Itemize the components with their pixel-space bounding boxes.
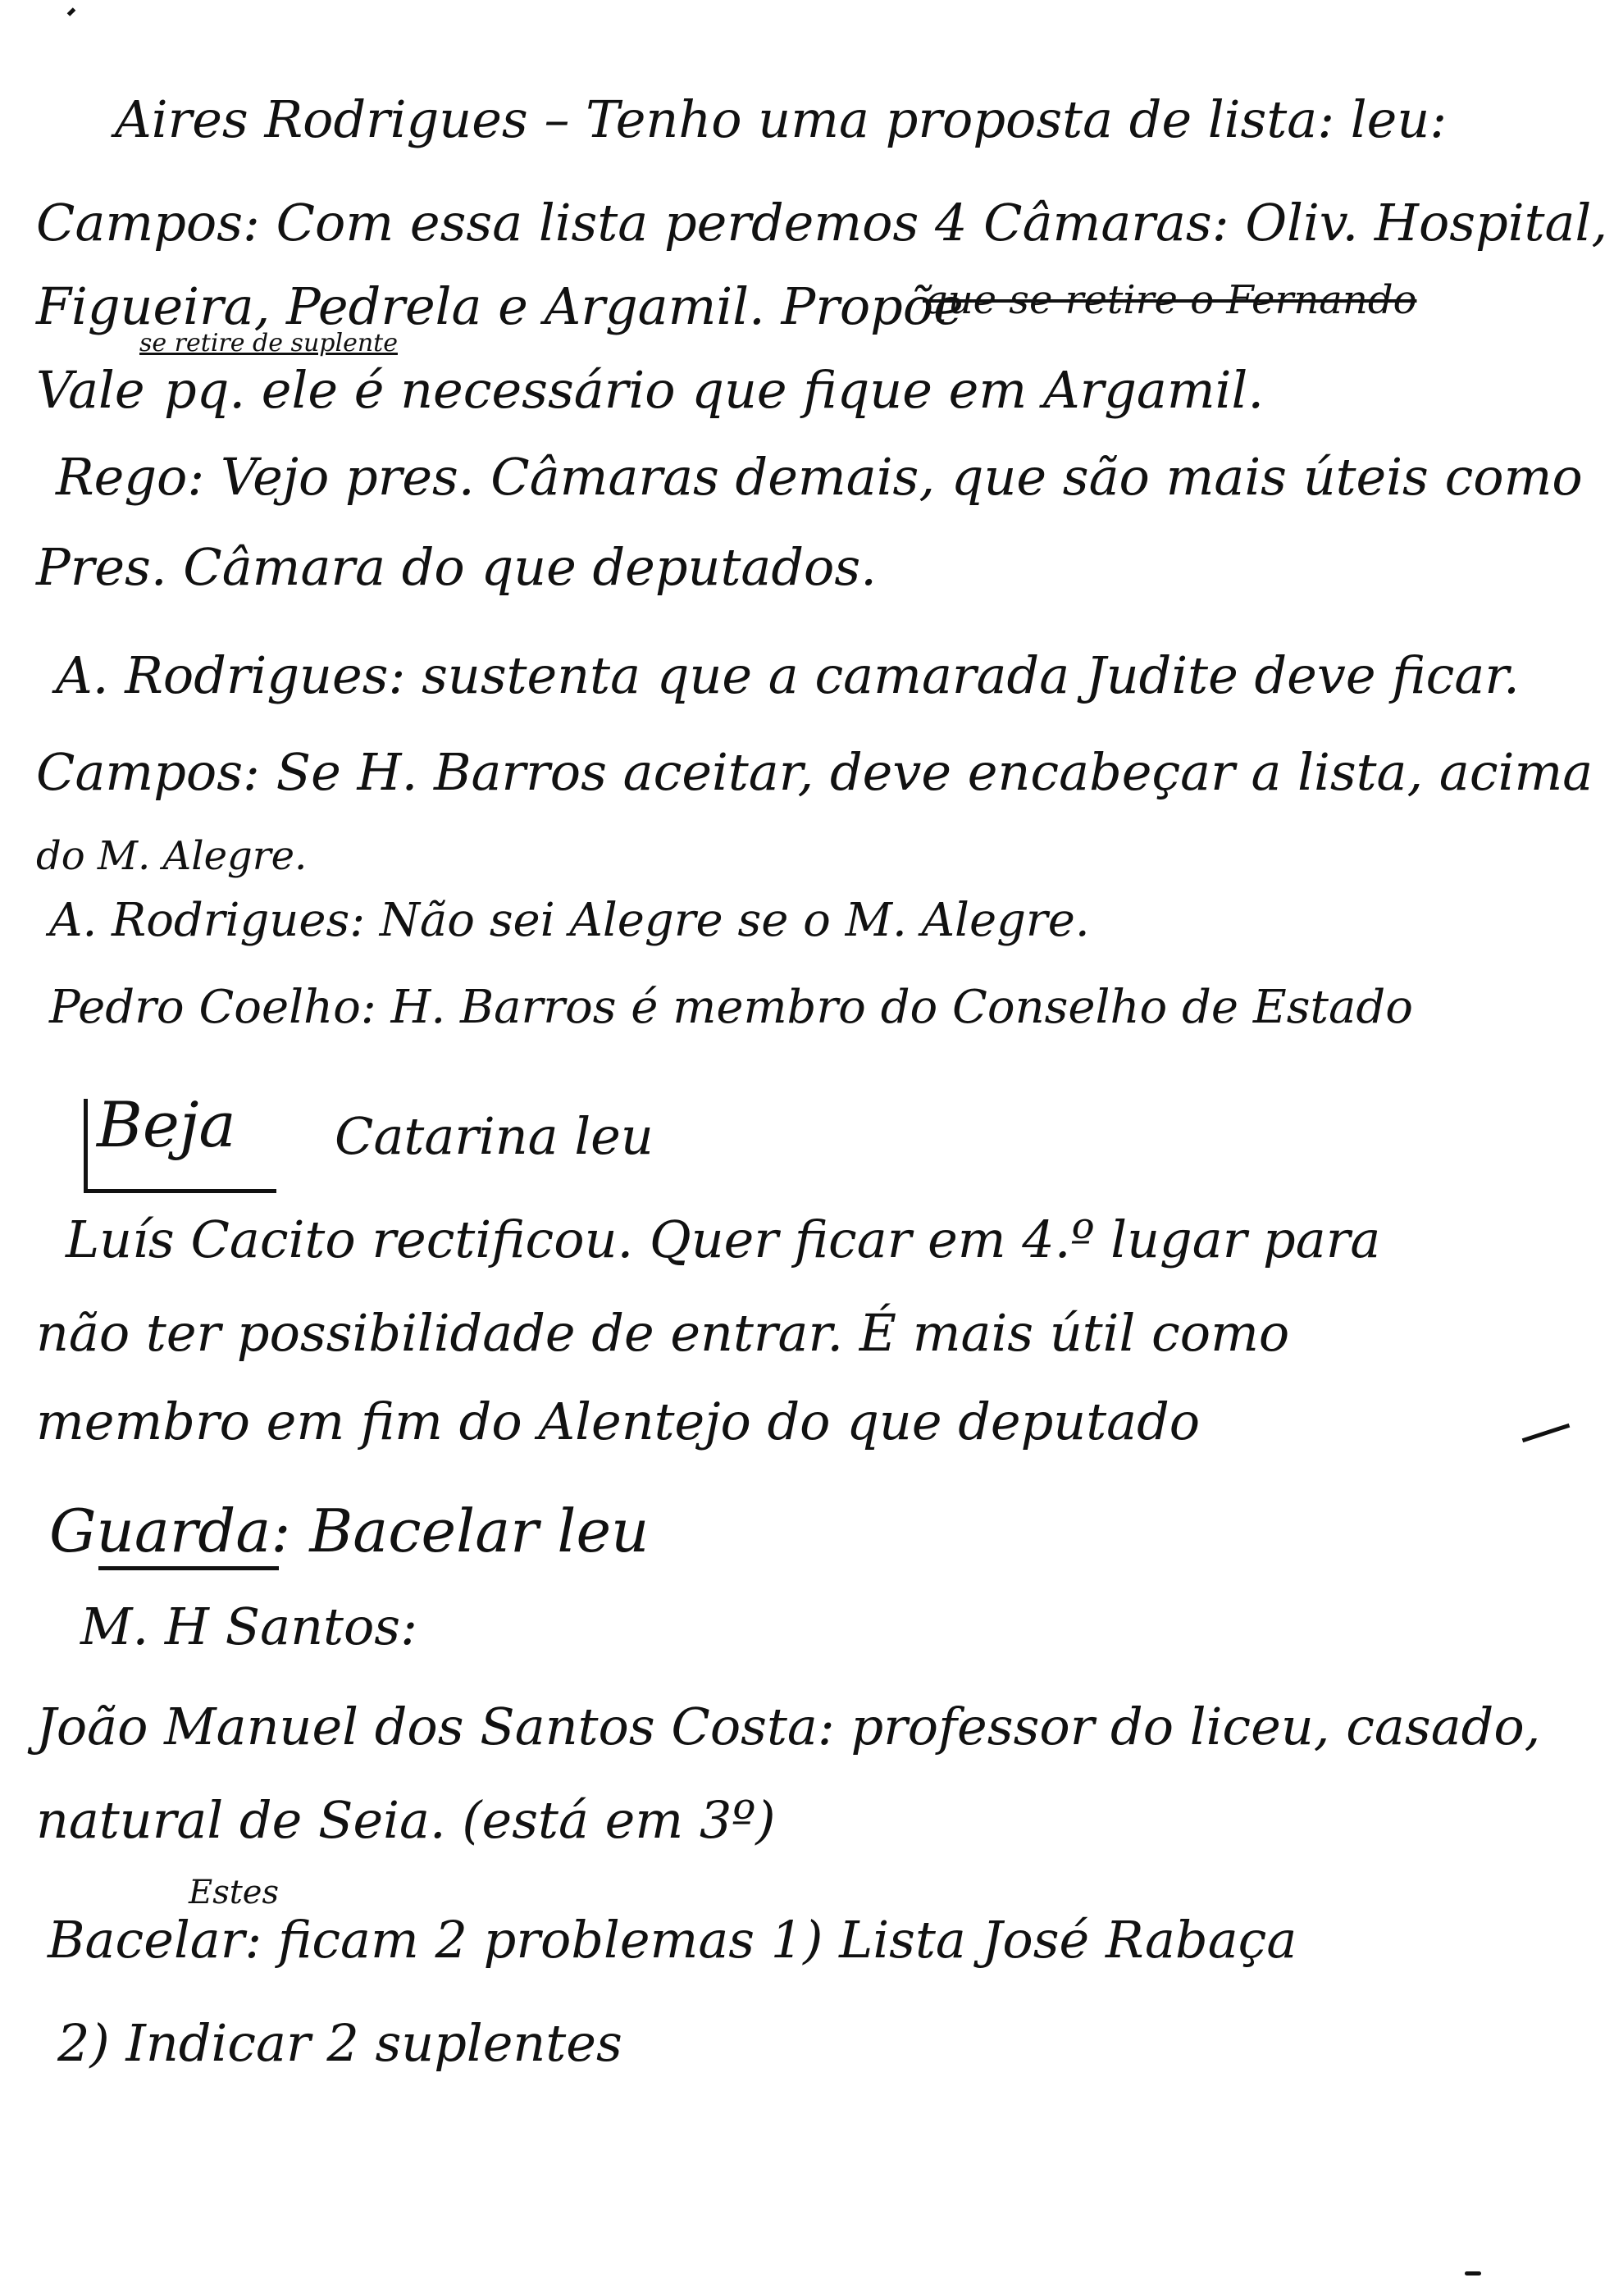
note-line-11: Pedro Coelho: H. Barros é membro do Conselho de Estado	[49, 981, 1413, 1034]
note-line-17: João Manuel dos Santos Costa: professor do liceu, casado,	[36, 1697, 1541, 1756]
note-line-10: A. Rodrigues: Não sei Alegre se o M. Alegre.	[49, 894, 1090, 947]
note-line-18: natural de Seia. (está em 3º)	[36, 1790, 776, 1850]
note-line-4: pq. ele é necessário que fique em Argamil.	[164, 360, 1265, 420]
note-line-8: Campos: Se H. Barros aceitar, deve encabeçar a lista, acima	[36, 742, 1593, 802]
note-line-5: Rego: Vejo pres. Câmaras demais, que são mais úteis como	[56, 447, 1583, 507]
note-insertion-estes: Estes	[189, 1874, 279, 1911]
note-line-2: Campos: Com essa lista perdemos 4 Câmaras: Oliv. Hospital,	[36, 193, 1608, 253]
note-line-15: membro em fim do Alentejo do que deputado	[36, 1392, 1201, 1451]
note-line-20: 2) Indicar 2 suplentes	[57, 2013, 622, 2073]
note-line-7: A. Rodrigues: sustenta que a camarada Judite deve ficar.	[56, 645, 1520, 705]
dash-mark	[1522, 1424, 1571, 1442]
note-line-14: não ter possibilidade de entrar. É mais útil como	[36, 1303, 1290, 1363]
note-line-19: Bacelar: ficam 2 problemas 1) Lista José Rabaça	[48, 1910, 1297, 1970]
section-heading-guarda: Guarda: Bacelar leu	[49, 1496, 650, 1565]
note-line-3: Figueira, Pedrela e Argamil. Propõe	[36, 276, 964, 336]
section-heading-beja: Beja	[97, 1088, 236, 1161]
guarda-underline	[98, 1566, 279, 1570]
note-line-1: Aires Rodrigues – Tenho uma proposta de lista: leu:	[115, 89, 1448, 149]
note-line-12: Catarina leu	[335, 1106, 654, 1166]
note-line-9: do M. Alegre.	[36, 833, 308, 879]
note-line-6: Pres. Câmara do que deputados.	[36, 537, 877, 597]
page-mark	[1465, 2271, 1481, 2276]
note-insertion-suplente: se retire de suplente	[139, 329, 398, 358]
corner-mark	[67, 7, 76, 16]
note-line-16: M. H Santos:	[80, 1597, 417, 1656]
note-line-13: Luís Cacito rectificou. Quer ficar em 4.º lugar para	[66, 1210, 1381, 1269]
note-line-3-crossed-out: que se retire o Fernando	[923, 277, 1417, 323]
note-line-4-vale: Vale	[36, 360, 145, 420]
